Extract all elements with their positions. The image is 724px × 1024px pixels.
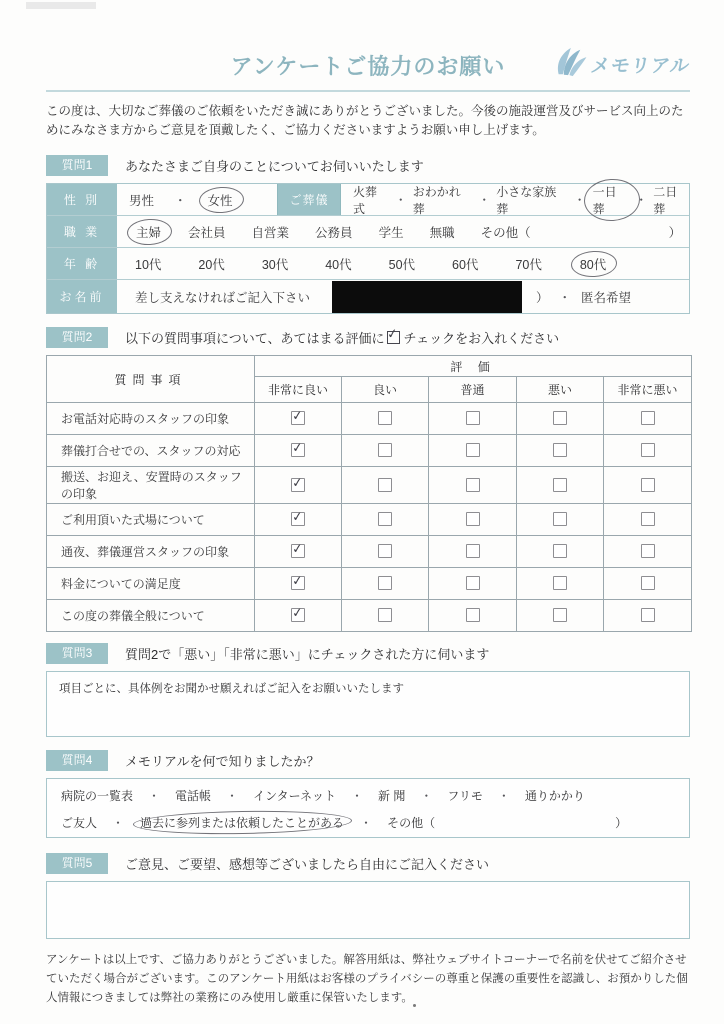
occupation-header-cell: 職 業 (47, 216, 117, 247)
question1-heading (46, 155, 690, 176)
age-option: 50代 (388, 257, 416, 272)
question3-heading (46, 643, 690, 664)
rating-checkbox (641, 411, 655, 425)
intro-paragraph: この度は、大切なご葬儀のご依頼をいただき誠にありがとうございました。今後の施設運営及びサービス向上のためにみなさま方からご意見を頂戴したく、ご協力くださいますようお願い申し上げます。 (46, 104, 684, 137)
rating-table (46, 355, 692, 632)
source-other-close: ） (615, 816, 628, 830)
source-option: ご友人 (61, 816, 98, 830)
rating-checkbox (553, 544, 567, 558)
age-option: 60代 (452, 257, 479, 272)
rating-checkbox (466, 512, 480, 526)
rating-checkbox (553, 478, 567, 492)
funeral-header-cell: ご葬儀 (277, 184, 341, 215)
rating-item-label: 料金についての満足度 (47, 568, 255, 600)
source-option: 新 聞 (378, 789, 406, 803)
name-instruction: 差し支えなければご記入下さい (135, 290, 311, 305)
funeral-options (341, 184, 689, 215)
dot-separator: ・ (573, 193, 586, 207)
rating-col-header: 非常に良い (255, 377, 342, 403)
rating-checkbox (553, 443, 567, 457)
question5-label: ご意見、ご要望、感想等ございましたら自由にご記入ください (125, 857, 490, 872)
age-option: 20代 (198, 257, 225, 272)
rating-group-header: 評 価 (255, 356, 692, 377)
rating-checkbox (378, 544, 392, 558)
table-row (47, 536, 692, 568)
rating-checkbox (378, 478, 392, 492)
rating-checkbox (291, 512, 305, 526)
table-row (47, 435, 692, 467)
checkmark-example-icon (387, 331, 400, 344)
gender-option-female-circled: 女性 (207, 191, 234, 209)
dot-separator: ・ (350, 789, 363, 803)
funeral-option: 小さな家族葬 (496, 184, 557, 216)
dot-separator: ・ (148, 789, 161, 803)
header (46, 0, 690, 92)
funeral-option: おわかれ葬 (412, 184, 461, 216)
question3-badge: 質問3 (46, 643, 108, 664)
rating-checkbox (291, 576, 305, 590)
age-option: 40代 (325, 257, 352, 272)
dot-separator: ・ (558, 290, 572, 305)
age-option: 10代 (135, 257, 162, 272)
age-header-cell: 年 齢 (47, 248, 117, 279)
table-row (47, 403, 692, 435)
occupation-option: 自営業 (251, 225, 290, 240)
rating-checkbox (553, 512, 567, 526)
occupation-options (117, 216, 689, 247)
table-row (47, 467, 692, 504)
rating-checkbox (291, 608, 305, 622)
source-option: インターネット (253, 789, 336, 803)
name-row (47, 279, 689, 313)
source-option: フリモ (447, 789, 483, 803)
dot-separator: ・ (174, 193, 187, 208)
dot-separator: ・ (394, 193, 407, 207)
dot-separator: ・ (226, 789, 239, 803)
occupation-other-open: その他（ (480, 225, 531, 240)
gender-options (117, 184, 277, 215)
question2-label (125, 328, 559, 347)
question2-heading (46, 327, 690, 348)
source-other-open: その他（ (387, 816, 436, 830)
rating-checkbox (641, 608, 655, 622)
age-option: 70代 (515, 257, 542, 272)
question3-freetext-box (46, 671, 690, 737)
rating-checkbox (641, 576, 655, 590)
anonymous-option: 匿名希望 (581, 290, 632, 305)
rating-item-label: ご利用頂いた式場について (47, 504, 255, 536)
occupation-row (47, 215, 689, 247)
occupation-option: 学生 (378, 225, 404, 240)
funeral-option: 二日葬 (653, 184, 678, 216)
privacy-footer-note: アンケートは以上です、ご協力ありがとうございました。解答用紙は、弊社ウェブサイトコーナーで名前を伏せてご紹介させていただく場合がございます。このアンケート用紙はお客様のプライバシーの尊重と保護の重要性を認識し、お預かりした個人情報につきましては弊社の業務にのみ使用し厳重に保管いたします。 (46, 954, 688, 1004)
source-option-past-attendance-circled: 過去に参列または依頼したことがある (140, 816, 345, 830)
rating-checkbox (553, 608, 567, 622)
rating-item-label: 葬儀打合せでの、スタッフの対応 (47, 435, 255, 467)
funeral-option-oneday-circled: 一日葬 (592, 183, 630, 217)
occupation-option: 会社員 (188, 225, 226, 240)
rating-checkbox (641, 443, 655, 457)
age-row (47, 247, 689, 279)
gender-funeral-row (47, 184, 689, 215)
question4-options-box (46, 778, 690, 838)
rating-checkbox (466, 478, 480, 492)
rating-checkbox (291, 411, 305, 425)
occupation-option: 無職 (429, 225, 455, 240)
question4-options-line1 (61, 782, 675, 809)
question5-freetext-box (46, 881, 690, 939)
rating-header-row (47, 356, 692, 377)
question3-placeholder: 項目ごとに、具体例をお聞かせ願えればご記入をお願いいたします (59, 683, 404, 695)
dot-separator: ・ (360, 816, 373, 830)
rating-checkbox (466, 443, 480, 457)
dot-separator: ・ (478, 193, 491, 207)
rating-item-label: お電話対応時のスタッフの印象 (47, 403, 255, 435)
question4-options-line2 (61, 809, 675, 836)
rating-checkbox (466, 608, 480, 622)
dot-separator: ・ (112, 816, 125, 830)
dot-separator: ・ (635, 193, 648, 207)
table-row (47, 600, 692, 632)
gender-option-male: 男性 (129, 193, 155, 208)
rating-col-header: 非常に悪い (604, 377, 692, 403)
scan-dot-artifact (413, 1004, 416, 1007)
rating-checkbox (378, 576, 392, 590)
age-option: 30代 (261, 257, 289, 272)
rating-checkbox (291, 478, 305, 492)
question2-label-post: チェックをお入れください (403, 331, 560, 346)
rating-checkbox (641, 512, 655, 526)
question5-badge: 質問5 (46, 853, 108, 874)
age-options (117, 248, 689, 279)
dot-separator: ・ (497, 789, 510, 803)
rating-checkbox (378, 411, 392, 425)
rating-checkbox (291, 443, 305, 457)
question1-badge: 質問1 (46, 155, 108, 176)
rating-item-label: この度の葬儀全般について (47, 600, 255, 632)
rating-checkbox (466, 544, 480, 558)
question2-label-pre: 以下の質問事項について、あてはまる評価に (125, 331, 385, 346)
table-row (47, 568, 692, 600)
name-header-cell: お名前 (47, 280, 117, 313)
source-option: 電話帳 (175, 789, 212, 803)
occupation-option: 公務員 (315, 225, 353, 240)
source-option: 病院の一覧表 (61, 789, 134, 803)
question4-label: メモリアルを何で知りましたか？ (125, 754, 320, 769)
question4-heading (46, 750, 690, 771)
rating-checkbox (378, 608, 392, 622)
rating-item-label: 通夜、葬儀運営スタッフの印象 (47, 536, 255, 568)
question5-heading (46, 853, 690, 874)
rating-checkbox (553, 411, 567, 425)
rating-checkbox (641, 478, 655, 492)
gender-header-cell: 性 別 (47, 184, 117, 215)
name-paren-close: ） (536, 290, 549, 305)
occupation-other-close: ） (668, 225, 682, 240)
redacted-name-block (332, 281, 522, 313)
rating-col-header: 良い (342, 377, 429, 403)
profile-table (46, 183, 690, 314)
page-title: アンケートご協力のお願い (230, 54, 506, 79)
name-field (117, 280, 689, 313)
rating-item-label: 搬送、お迎え、安置時のスタッフの印象 (47, 467, 255, 504)
funeral-option: 火葬式 (353, 184, 378, 216)
rating-checkbox (291, 544, 305, 558)
dot-separator: ・ (420, 789, 433, 803)
rating-col-header: 悪い (517, 377, 604, 403)
brand-logo (550, 46, 690, 78)
rating-checkbox (641, 544, 655, 558)
memorial-leaf-icon (550, 46, 588, 78)
rating-checkbox (553, 576, 567, 590)
source-option: 通りかかり (524, 789, 585, 803)
age-option-80s-circled: 80代 (579, 255, 607, 273)
rating-checkbox (378, 512, 392, 526)
question2-badge: 質問2 (46, 327, 108, 348)
question4-badge: 質問4 (46, 750, 108, 771)
brand-name: メモリアル (588, 56, 692, 77)
question1-label: あなたさまご自身のことについてお伺いいたします (125, 159, 424, 174)
question3-label: 質問2で「悪い」「非常に悪い」にチェックされた方に伺います (125, 647, 490, 662)
table-row (47, 504, 692, 536)
rating-col-header: 普通 (429, 377, 517, 403)
rating-checkbox (466, 576, 480, 590)
rating-checkbox (466, 411, 480, 425)
rating-checkbox (378, 443, 392, 457)
item-column-header: 質問事項 (47, 356, 255, 403)
occupation-option-housewife-circled: 主婦 (135, 223, 162, 241)
